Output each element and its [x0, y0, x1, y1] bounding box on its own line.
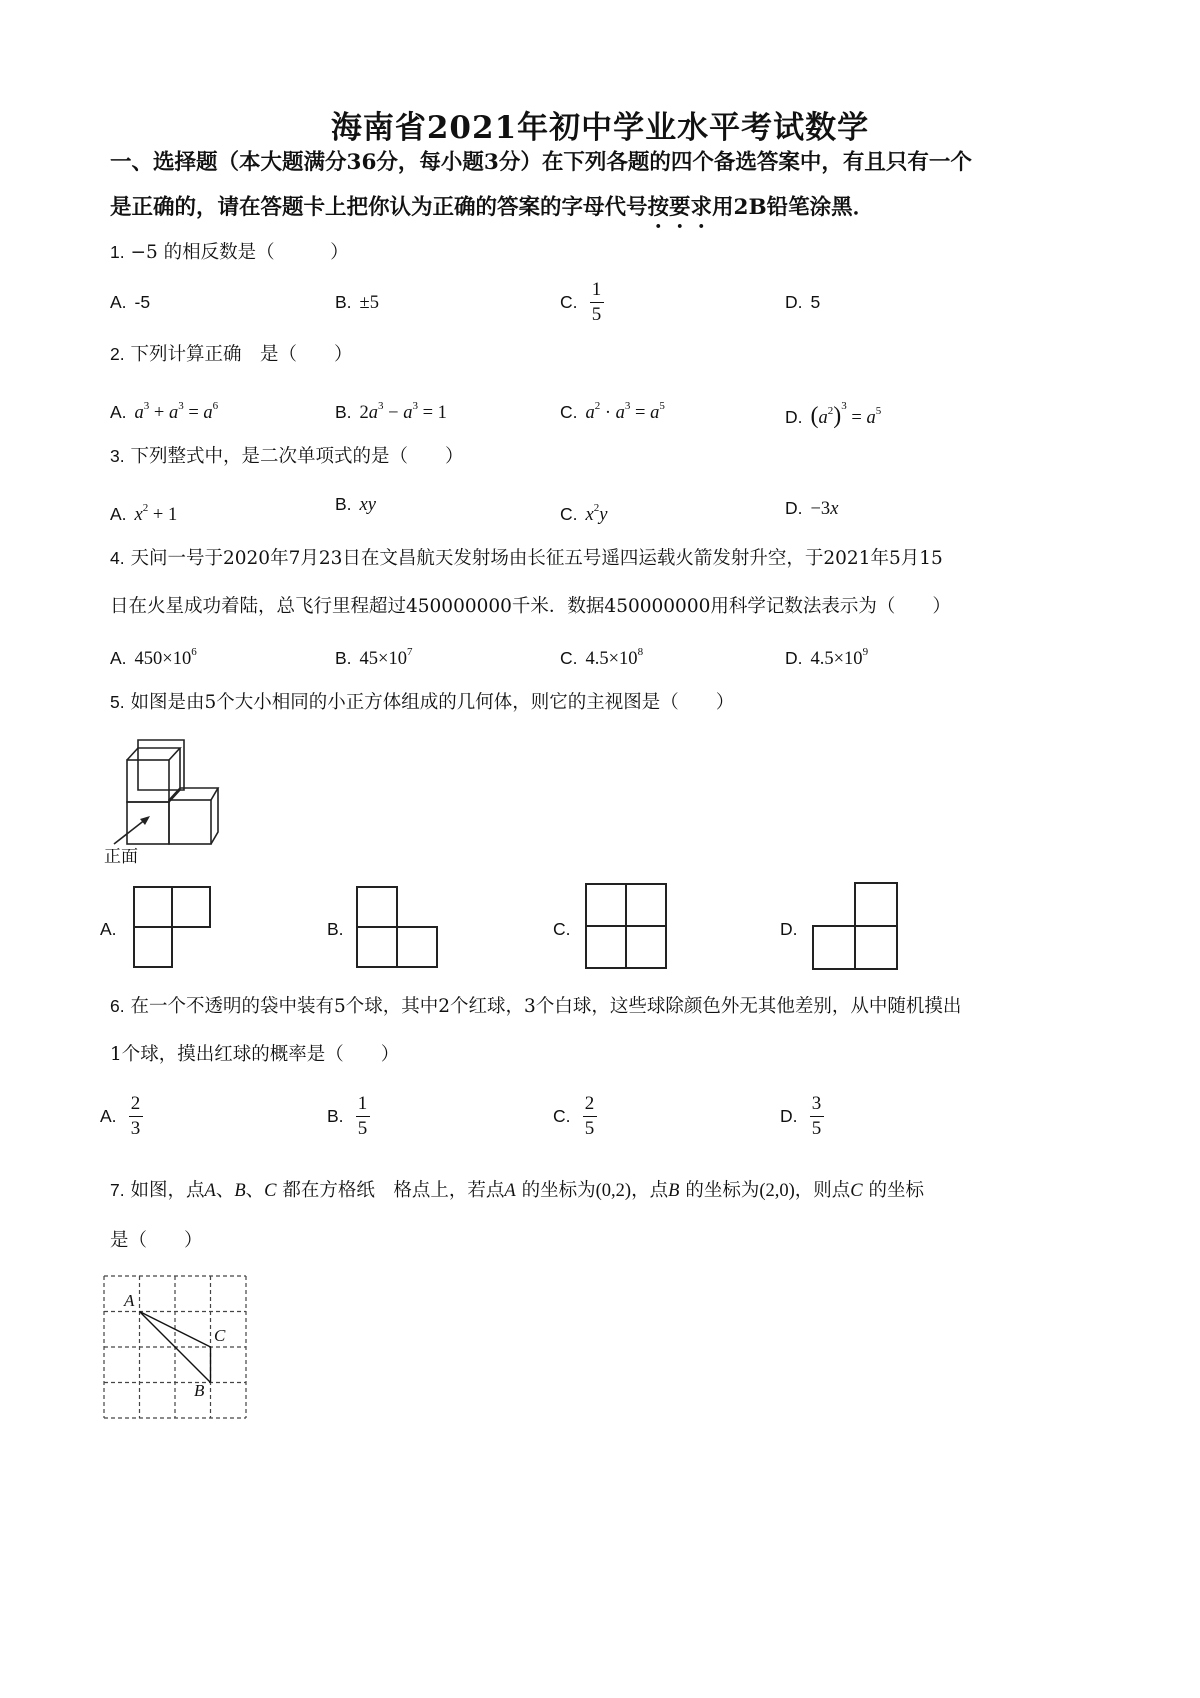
q2-option-a[interactable]: A. $a^3 + a^3 = a^6$	[110, 400, 219, 423]
q5-figure-label: 正面	[104, 847, 138, 867]
question-number: 5.	[110, 692, 125, 712]
question-text-line-2: 1个球，摸出红球的概率是（ ）	[110, 1044, 400, 1065]
q5-option-a-view[interactable]	[133, 886, 213, 970]
section-line-2-pre: 是正确的，请在答题卡上把你认为正确的答案的字母代号	[110, 195, 648, 220]
point-label-b: B	[194, 1381, 205, 1400]
q2-option-b[interactable]: B. $2a^3 - a^3 = 1$	[335, 400, 447, 423]
question-text-line-1: 天问一号于2020年7月23日在文昌航天发射场由长征五号遥四运载火箭发射升空，于2021年5月15	[130, 548, 943, 569]
q3-option-a[interactable]: A. $x^2 + 1$	[110, 502, 178, 525]
section-heading	[110, 140, 1110, 233]
question-number: 2.	[110, 344, 125, 364]
q5-option-b-view[interactable]	[356, 886, 440, 970]
q5-option-c-view[interactable]	[585, 883, 669, 971]
fraction: $\frac{2}{3}$	[129, 1092, 143, 1141]
question-4	[110, 546, 1110, 619]
question-2	[110, 342, 1110, 367]
question-number: 1.	[110, 242, 125, 262]
q5-option-d[interactable]: D.	[780, 919, 798, 939]
question-text-line-2: 是（ ）	[110, 1230, 203, 1251]
q1-option-b[interactable]: B. ±5	[335, 292, 379, 313]
q7-grid-figure	[100, 1272, 250, 1422]
question-number: 3.	[110, 446, 125, 466]
question-number: 6.	[110, 996, 125, 1016]
question-text: 下列计算正确 是（ ）	[130, 344, 353, 365]
question-7: 7. 如图，点A、B、C 都在方格纸 格点上，若点A 的坐标为(0,2)，点B 的坐标为(2,0)，则点C 的坐标 是（ ）	[110, 1178, 1110, 1253]
question-3	[110, 444, 1110, 469]
question-text: 下列整式中，是二次单项式的是（ ）	[130, 446, 464, 467]
q1-option-c[interactable]: C. $\frac{1}{5}$	[560, 278, 604, 327]
q5-option-a[interactable]: A.	[100, 919, 117, 939]
fraction: $\frac{1}{5}$	[590, 278, 604, 327]
q1-option-a[interactable]: A. -5	[110, 292, 151, 312]
point-label-a: A	[124, 1291, 135, 1310]
q4-option-d[interactable]: D. $4.5\times 10^9$	[785, 646, 869, 669]
fraction: $\frac{1}{5}$	[356, 1092, 370, 1141]
question-text: −5 的相反数是（ ）	[130, 242, 349, 263]
question-number: 7.	[110, 1180, 125, 1200]
point-label-c: C	[214, 1326, 226, 1345]
fraction: $\frac{2}{5}$	[583, 1092, 597, 1141]
question-1	[110, 240, 1110, 265]
question-6	[110, 994, 1110, 1067]
q6-option-c[interactable]: C. $\frac{2}{5}$	[553, 1092, 597, 1141]
question-number: 4.	[110, 548, 125, 568]
section-line-2-emphasis: 按要求	[647, 195, 713, 220]
q6-option-a[interactable]: A. $\frac{2}{3}$	[100, 1092, 143, 1141]
section-line-2-post: 用2B铅笔涂黑．	[712, 195, 875, 220]
question-5	[110, 690, 1110, 715]
q4-option-c[interactable]: C. $4.5\times 10^8$	[560, 646, 644, 669]
question-text-line-1: 在一个不透明的袋中装有5个球，其中2个红球，3个白球，这些球除颜色外无其他差别，从中随机摸出	[130, 996, 962, 1017]
q2-option-c[interactable]: C. $a^2 \cdot a^3 = a^5$	[560, 400, 665, 423]
fraction: $\frac{3}{5}$	[810, 1092, 824, 1141]
q5-option-d-view[interactable]	[812, 882, 900, 972]
q6-option-d[interactable]: D. $\frac{3}{5}$	[780, 1092, 824, 1141]
q1-option-d[interactable]: D. 5	[785, 292, 821, 312]
q4-option-a[interactable]: A. $450\times 10^6$	[110, 646, 197, 669]
q3-option-b[interactable]: B. xy	[335, 494, 376, 515]
question-text: 如图是由5个大小相同的小正方体组成的几何体，则它的主视图是（ ）	[130, 692, 735, 713]
question-text-line-2: 日在火星成功着陆，总飞行里程超过450000000千米．数据450000000用科学记数法表示为（ ）	[110, 596, 951, 617]
section-line-1: 一、选择题（本大题满分36分，每小题3分）在下列各题的四个备选答案中，有且只有一个	[110, 150, 972, 175]
q3-option-c[interactable]: C. $x^2y$	[560, 502, 608, 525]
page-title: 海南省2021年初中学业水平考试数学	[330, 110, 870, 146]
section-line-2	[110, 185, 1110, 233]
q5-option-c[interactable]: C.	[553, 919, 571, 939]
q3-option-d[interactable]: D. −3x	[785, 498, 839, 519]
q6-option-b[interactable]: B. $\frac{1}{5}$	[327, 1092, 370, 1141]
q5-option-b[interactable]: B.	[327, 919, 344, 939]
q4-option-b[interactable]: B. $45\times 10^7$	[335, 646, 413, 669]
q2-option-d[interactable]: D. $(a^2)^3 = a^5$	[785, 400, 882, 429]
